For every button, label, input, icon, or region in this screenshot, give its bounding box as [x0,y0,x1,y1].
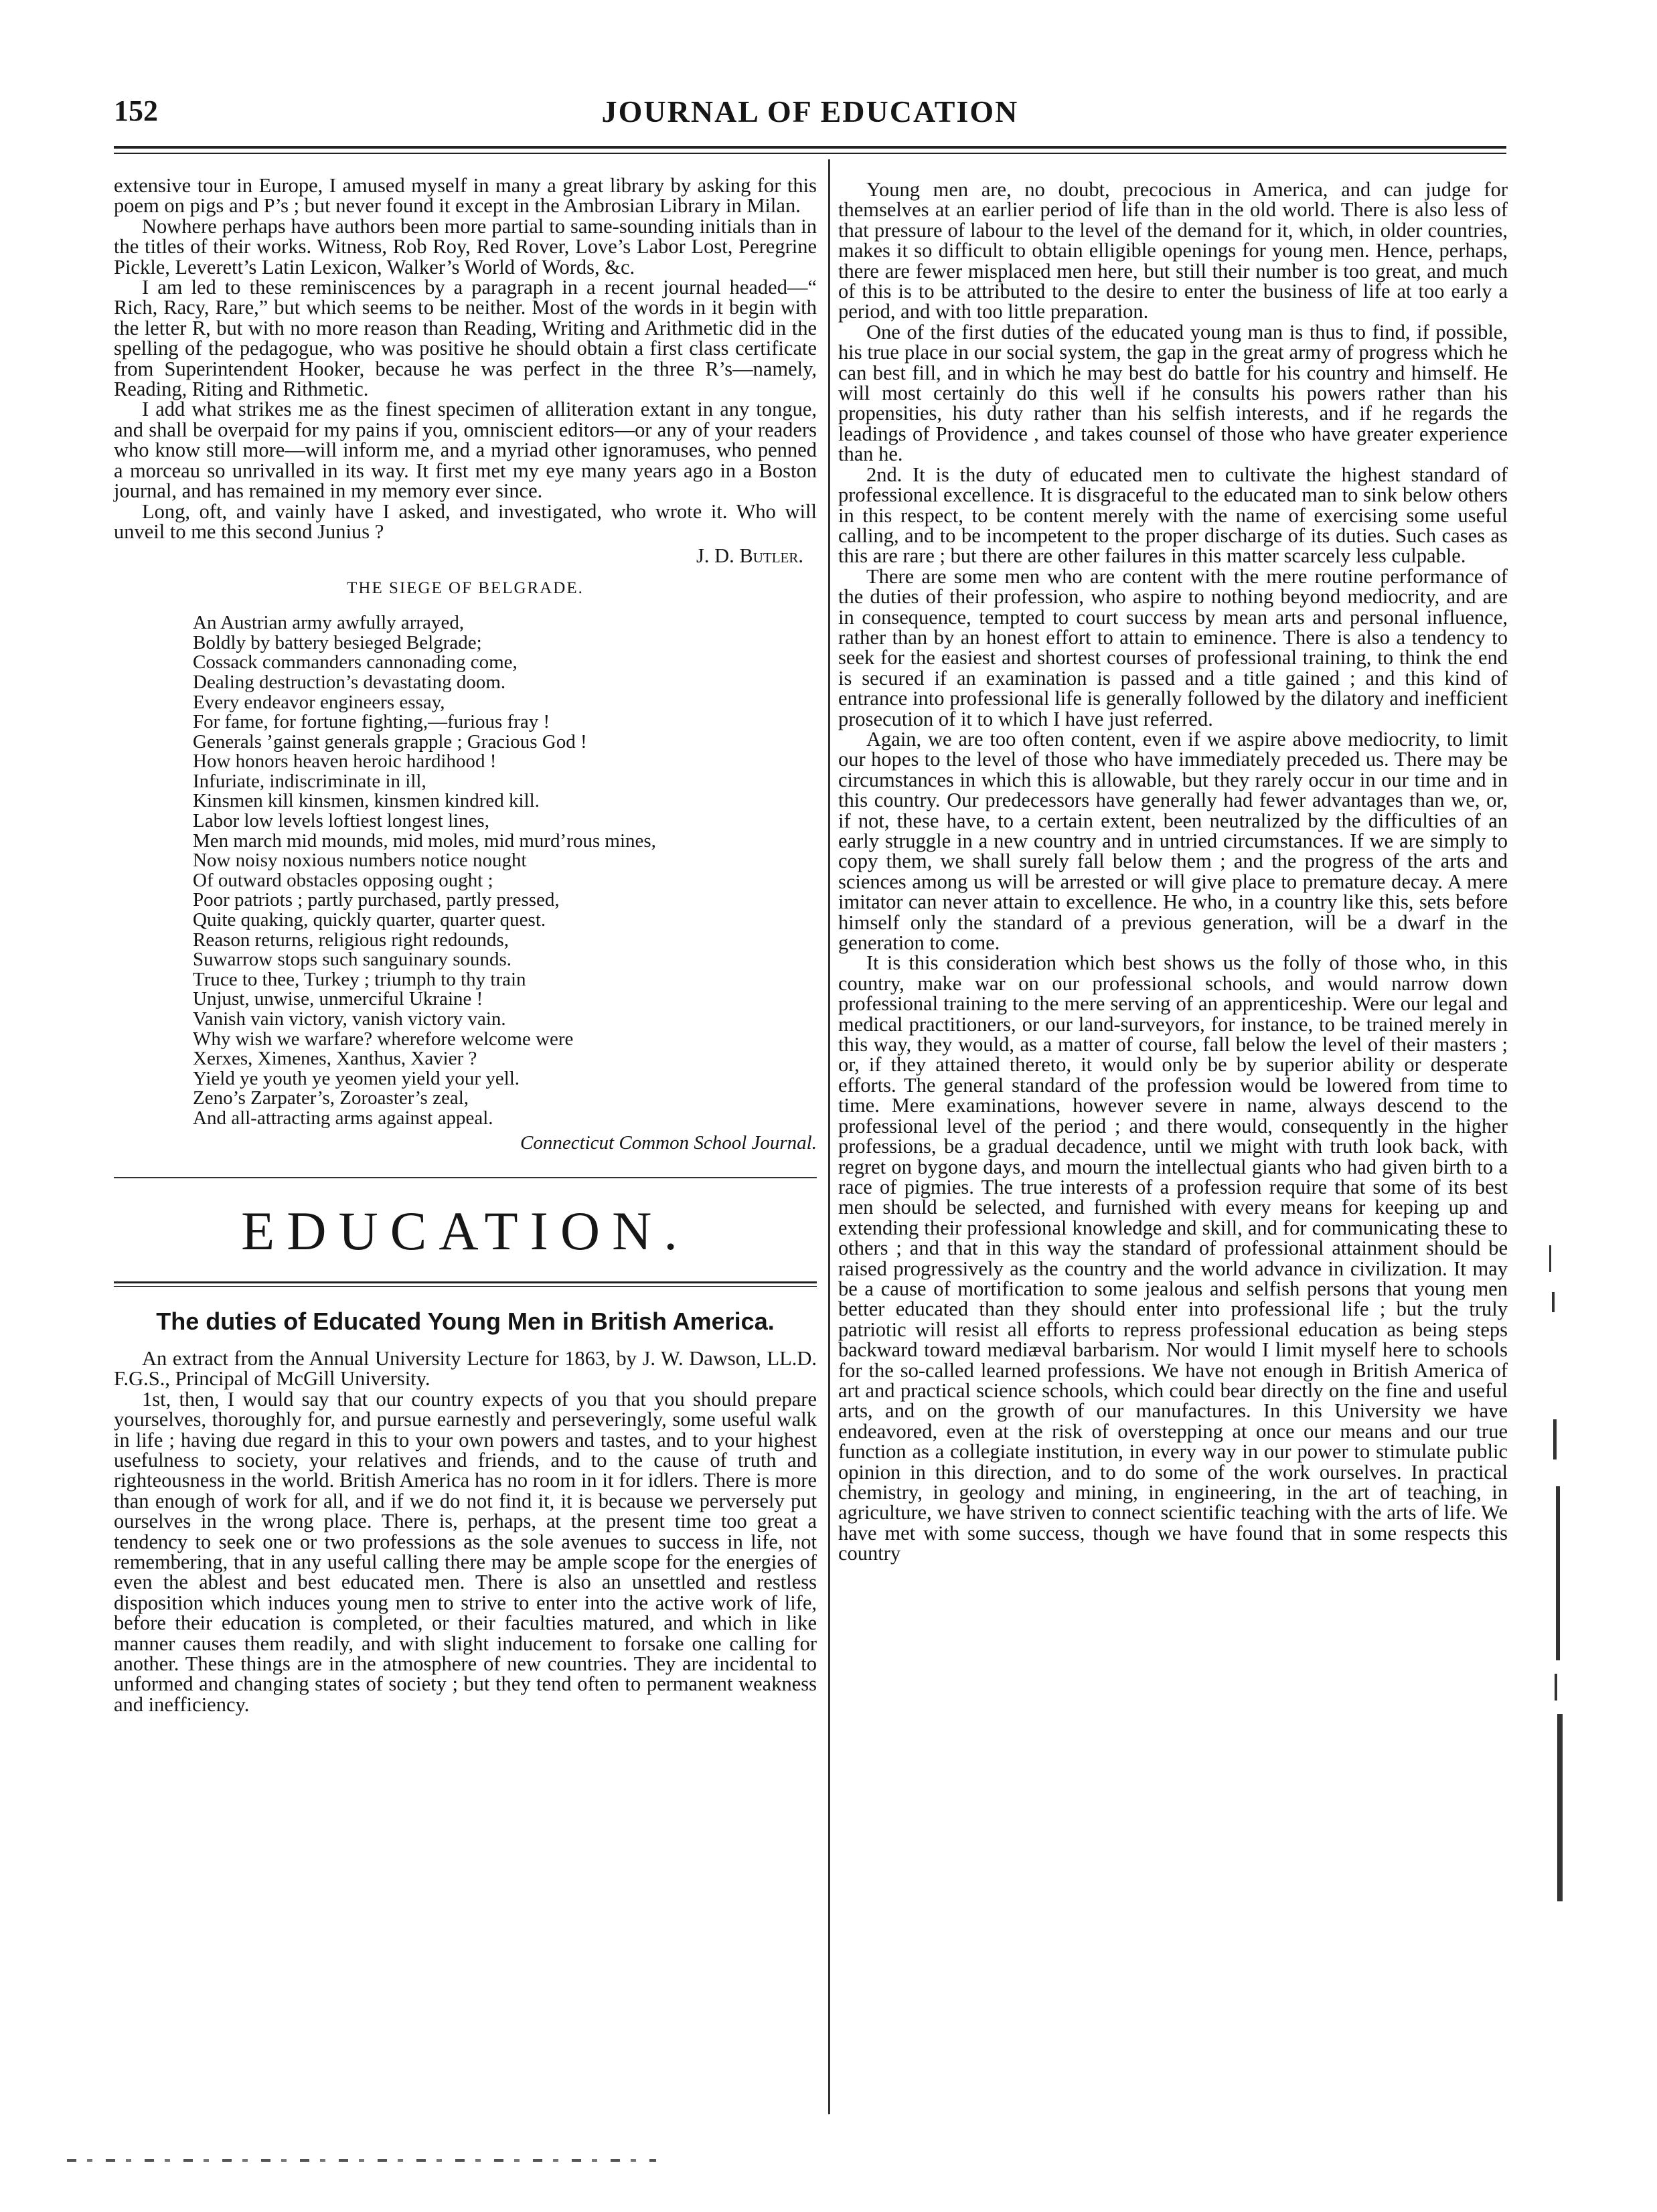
paragraph: I add what strikes me as the finest specimen of alliteration extant in any tongue, and shall be overpaid for my pains if you, omniscient editors—or any of your readers who know still more—will inform me, and a myriad other ignoramuses, who penned a morceau so unrivalled in its way. It first met my eye many years ago in a Boston journal, and has remained in my memory ever since. [114,398,817,503]
poem-line: Poor patriots ; partly purchased, partly pressed, [193,889,560,911]
section-rule-thick [114,1281,817,1283]
paragraph: Long, oft, and vainly have I asked, and investigated, who wrote it. Who will unveil to me this second Junius ? [114,499,817,543]
right-column [838,179,1508,1564]
poem-source: Connecticut Common School Journal. [520,1131,817,1154]
poem-line: Kinsmen kill kinsmen, kinsmen kindred kill. [193,790,540,812]
paragraph: 2nd. It is the duty of educated men to cultivate the highest standard of professional excellence. It is disgraceful to the educated man to sink below others in this respect, to be content merely with the name of exercising some useful calling, and to be incompetent to the proper discharge of its duties. Such cases as this are rare ; but there are other failures in this matter scarcely less culpable. [838,463,1508,568]
poem-line: Yield ye youth ye yeomen yield your yell. [193,1067,520,1089]
poem-line: How honors heaven heroic hardihood ! [193,750,497,773]
article-intro: An extract from the Annual University Lecture for 1863, by J. W. Dawson, LL.D. F.G.S., Principal of McGill University. [114,1346,817,1391]
poem-line: Every endeavor engineers essay, [193,691,445,713]
page-header [114,94,1506,141]
paragraph: Again, we are too often content, even if we aspire above mediocrity, to limit our hopes to the level of those who have immediately preceded us. There may be circumstances in which this is allowable, but they rarely occur in our time and in this country. Our predecessors have generally had fewer advantages than we, or, if not, these have, to a certain extent, been neutralized by the difficulties of an early struggle in a new country and in untried circumstances. If we are simply to copy them, we shall surely fall below them ; and the progress of the arts and sciences among us will be arrested or will give place to premature decay. A mere imitator can never attain to excellence. He who, in a country like this, sets before himself only the standard of a previous generation, will be a dwarf in the generation to come. [838,727,1508,955]
poem-line: Why wish we warfare? wherefore welcome were [193,1028,574,1050]
page-number: 152 [114,94,158,127]
paragraph: 1st, then, I would say that our country expects of you that you should prepare yourselves, thoroughly for, and pursue earnestly and perseveringly, some useful walk in life ; having due regard in this to your own powers and tastes, and to your highest usefulness to society, your relatives and friends, and to the cause of truth and righteousness in the world. British America has no room in it for idlers. There is more than enough of work for all, and if we do not find it, it is because we perversely put ourselves in the wrong place. There is, perhaps, at the present time too great a tendency to seek one or two professions as the sole avenues to success in life, not remembering, that in any useful calling there may be ample scope for the energies of even the ablest and best educated men. There is also an unsettled and restless disposition which induces young men to strive to enter into the active work of life, before their education is completed, or their faculties matured, and which in like manner causes them readily, and with slight inducement to forsake one calling for another. These things are in the atmosphere of new countries. They are incidental to unformed and changing states of society ; but they tend often to permanent weakness and inefficiency. [114,1387,817,1716]
poem-line: Vanish vain victory, vanish victory vain. [193,1008,506,1030]
poem-line: Xerxes, Ximenes, Xanthus, Xavier ? [193,1048,477,1070]
poem-line: Now noisy noxious numbers notice nought [193,850,527,872]
section-title: EDUCATION. [241,1200,690,1261]
column-divider [828,159,830,2114]
poem-line: Dealing destruction’s devastating doom. [193,671,506,693]
author-signature: J. D. Butler. [696,544,803,568]
header-rule-thin [114,153,1506,154]
paragraph: There are some men who are content with the mere routine performance of the duties of their profession, who aspire to nothing beyond mediocrity, and are in consequence, tempted to court success by mean arts and personal influence, rather than by an honest effort to attain to eminence. There is also a tendency to seek for the easiest and shortest courses of professional training, to think the end is secured if an examination is passed and a title gained ; and this kind of entrance into professional life is generally followed by the dilatory and inefficient prosecution of it to which I have just referred. [838,564,1508,730]
poem-line: Zeno’s Zarpater’s, Zoroaster’s zeal, [193,1087,469,1109]
article-title: The duties of Educated Young Men in British America. [156,1307,775,1335]
section-rule-thin [114,1286,817,1287]
poem-line: Generals ’gainst generals grapple ; Gracious God ! [193,730,587,753]
poem-line: Reason returns, religious right redounds, [193,929,509,951]
poem-line: Cossack commanders cannonading come, [193,651,518,674]
poem-line: Infuriate, indiscriminate in ill, [193,770,426,792]
paragraph: One of the first duties of the educated young man is thus to find, if possible, his true place in our social system, the gap in the great army of progress which he can best fill, and in which he may best do battle for his country and himself. He will most certainly do this well if he consults his powers rather than his propensities, his duty rather than his selfish interests, and if he regards the leadings of Providence , and takes counsel of those who have greater experience than he. [838,320,1508,466]
paragraph: extensive tour in Europe, I amused myself in many a great library by asking for this poem on pigs and P’s ; but never found it except in the Ambrosian Library in Milan. [114,174,817,218]
poem-line: Boldly by battery besieged Belgrade; [193,631,482,653]
scan-artifact [1540,1245,1567,1915]
poem-line: Quite quaking, quickly quarter, quarter quest. [193,909,546,931]
poem-line: Truce to thee, Turkey ; triumph to thy train [193,968,526,990]
poem-line: Of outward obstacles opposing ought ; [193,869,493,891]
poem-title: THE SIEGE OF BELGRADE. [347,578,584,597]
poem-line: Unjust, unwise, unmerciful Ukraine ! [193,988,483,1010]
paragraph: I am led to these reminiscences by a paragraph in a recent journal headed—“ Rich, Racy, Rare,” but which seems to be neither. Most of the words in it begin with the letter R, but with no more reason than Reading, Writing and Arithmetic did in the spelling of the pedagogue, who was positive he should obtain a first class certificate from Superintendent Hooker, because he was perfect in the three R’s—namely, Reading, Riting and Rithmetic. [114,276,817,401]
poem-line: Men march mid mounds, mid moles, mid murd’rous mines, [193,830,656,852]
left-column [114,175,817,1715]
scan-artifact [67,2159,656,2162]
poem-line: An Austrian army awfully arrayed, [193,612,465,634]
poem-line: And all-attracting arms against appeal. [193,1107,493,1129]
poem [193,613,817,1128]
paragraph: It is this consideration which best shows us the folly of those who, in this country, make war on our professional schools, and would narrow down professional training to the mere serving of an apprenticeship. Were our legal and medical practitioners, or our land-surveyors, for instance, to be trained merely in this way, they would, as a matter of course, fall below the level of their masters ; or, if they attained thereto, it would only be by superior ability or desperate efforts. The general standard of the profession would be lowered from time to time. Mere examinations, however severe in name, always descend to the professional level of the period ; and there would, consequently in the higher professions, be a gradual decadence, until we might with truth look back, with regret on bygone days, and mourn the intellectual giants who had given birth to a race of pigmies. The true interests of a profession require that some of its best men should be selected, and furnished with every means for keeping up and extending their professional knowledge and skill, and for communicating these to others ; and that in this way the standard of professional attainment should be raised progressively as the country and the world advance in civilization. It may be a cause of mortification to some jealous and selfish persons that young men better educated than they should enter into professional life ; but the truly patriotic will resist all efforts to repress professional education as being steps backward toward mediæval barbarism. Nor would I limit myself here to schools for the so-called learned professions. We have not enough in British America of art and practical science schools, which could bear directly on the fine and useful arts, and on the growth of our manufactures. In this University we have endeavored, even at the risk of overstepping at once our means and our true function as a collegiate institution, in every way in our power to stimulate public opinion in this direction, and to do some of the work ourselves. In practical chemistry, in geology and mining, in engineering, in the art of teaching, in agriculture, we have striven to connect scientific teaching with the arts of life. We have met with some success, though we have found that in some respects this country [838,951,1508,1565]
poem-line: Suwarrow stops such sanguinary sounds. [193,949,512,971]
poem-line: Labor low levels loftiest longest lines, [193,810,489,832]
running-title: JOURNAL OF EDUCATION [601,94,1019,129]
header-rule-thick [114,146,1506,149]
paragraph: Nowhere perhaps have authors been more partial to same-sounding initials than in the titles of their works. Witness, Rob Roy, Red Rover, Love’s Labor Lost, Peregrine Pickle, Leverett’s Latin Lexicon, Walker’s World of Words, &c. [114,214,817,279]
poem-line: For fame, for fortune fighting,—furious fray ! [193,711,550,733]
paragraph: Young men are, no doubt, precocious in America, and can judge for themselves at an earlier period of life than in the old world. There is also less of that pressure of labour to the level of the demand for it, which, in older countries, makes it so difficult to obtain elligible openings for young men. Hence, perhaps, there are fewer misplaced men here, but still their number is too great, and much of this is to be attributed to the desire to enter the business of life at too early a period, and with too little preparation. [838,178,1508,323]
section-divider [114,1177,817,1178]
